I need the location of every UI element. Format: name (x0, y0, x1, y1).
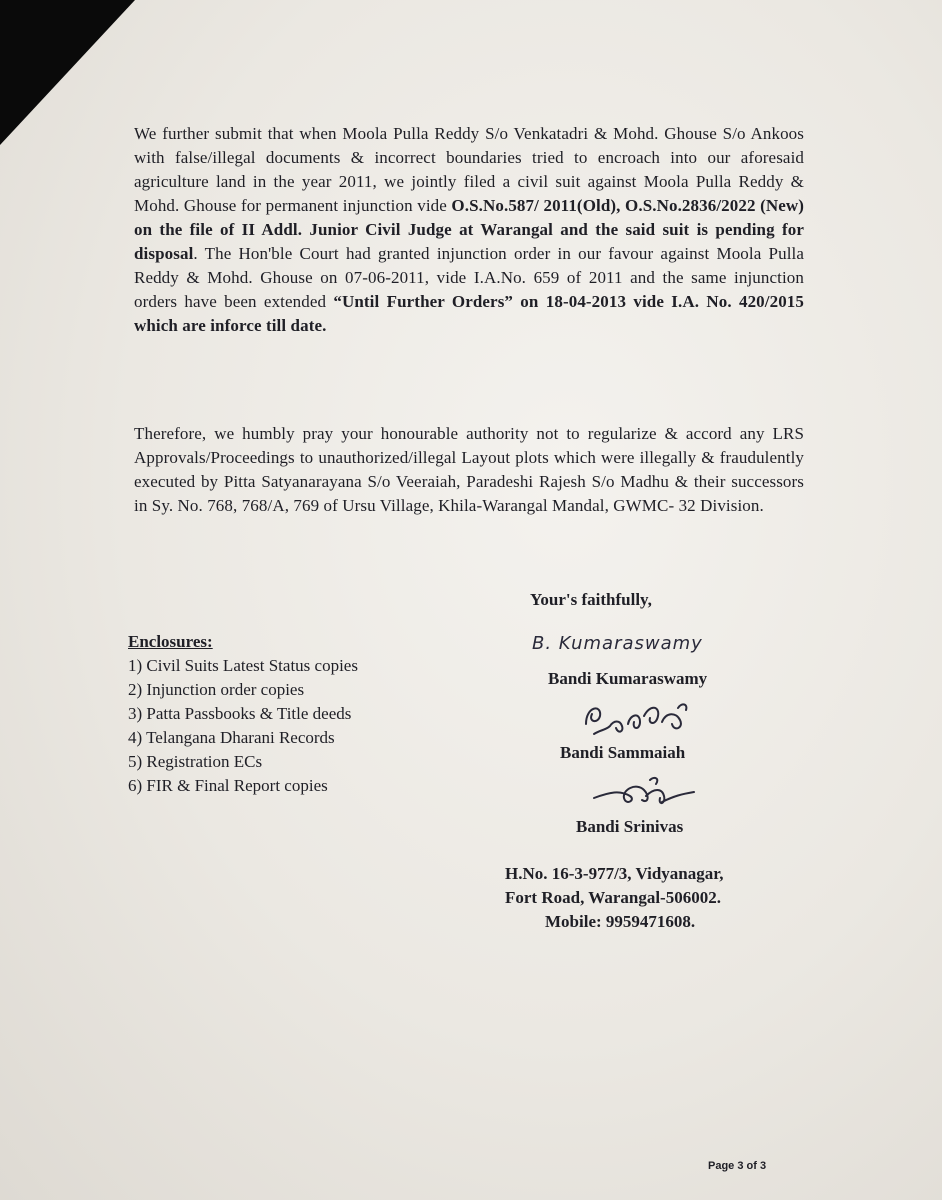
paragraph1-bold-1: O.S.No.587/ 2011(Old), O.S.No.2836/2022 (New) on the file of II Addl. Junior Civil Judge at Warangal and the said suit is pending for disposal (134, 196, 804, 263)
signature-srinivas (590, 772, 700, 812)
signatory-name-1: Bandi Kumaraswamy (548, 669, 708, 688)
signature-sammaiah (580, 694, 700, 742)
paragraph1-text-1: We further submit that when Moola Pulla Reddy S/o Venkatadri & Mohd. Ghouse S/o Ankoos with false/illegal documents & incorrect boundaries tried to encroach into our aforesaid agriculture land in the year 2011, we jointly filed a civil suit against Moola Pulla Reddy & Mohd. Ghouse for permanent injunction vide (134, 124, 804, 215)
enclosures-title: Enclosures: (128, 632, 213, 651)
contact-address (505, 862, 724, 934)
enclosures-section (128, 630, 358, 798)
signatory-name-3: Bandi Srinivas (576, 817, 684, 836)
paragraph-injunction (134, 122, 804, 338)
page-number: Page 3 of 3 (708, 1160, 767, 1172)
paragraph1-text-2: . The Hon'ble Court had granted injunction order in our favour against Moola Pulla Reddy & Mohd. Ghouse on 07-06-2011, vide I.A.No. 659 of 2011 and the same injunction orders have been extended (134, 244, 804, 311)
mobile-number: Mobile: 9959471608. (545, 912, 696, 931)
signatory-name-2: Bandi Sammaiah (560, 743, 686, 762)
enclosure-item: 6) FIR & Final Report copies (128, 776, 328, 795)
paragraph1-bold-2: “Until Further Orders” on 18-04-2013 vide I.A. No. 420/2015 which are inforce till date. (134, 292, 804, 335)
enclosure-item: 1) Civil Suits Latest Status copies (128, 656, 358, 675)
address-line-1: H.No. 16-3-977/3, Vidyanagar, (505, 864, 724, 883)
enclosure-item: 2) Injunction order copies (128, 680, 305, 699)
enclosure-item: 4) Telangana Dharani Records (128, 728, 335, 747)
address-line-2: Fort Road, Warangal-506002. (505, 888, 721, 907)
enclosure-item: 5) Registration ECs (128, 752, 263, 771)
enclosure-item: 3) Patta Passbooks & Title deeds (128, 704, 352, 723)
signature-kumaraswamy: B. Kumaraswamy (532, 633, 703, 654)
enclosures-list (128, 654, 358, 798)
closing-salutation: Your's faithfully, (530, 590, 652, 609)
paragraph-prayer: Therefore, we humbly pray your honourable authority not to regularize & accord any LRS Approvals/Proceedings to unauthorized/illegal Layout plots which were illegally & fraudulently executed by Pitta Satyanarayana S/o Veeraiah, Paradeshi Rajesh S/o Madhu & their successors in Sy. No. 768, 768/A, 769 of Ursu Village, Khila-Warangal Mandal, GWMC- 32 Division. (134, 424, 804, 515)
corner-shadow (0, 0, 135, 145)
